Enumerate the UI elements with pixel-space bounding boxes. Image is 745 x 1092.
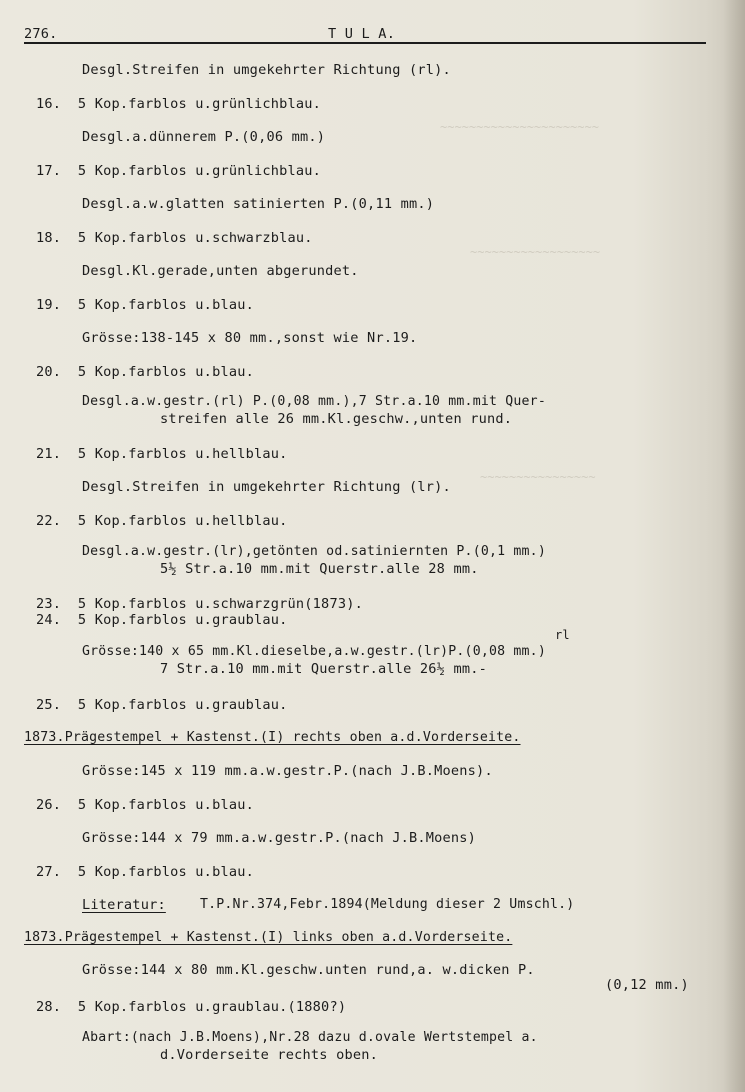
entry-line: 26. 5 Kop.farblos u.blau.: [36, 797, 254, 813]
text-line: streifen alle 26 mm.Kl.geschw.,unten rund.: [160, 411, 513, 427]
page-number: 276.: [24, 26, 58, 42]
text-line: Grösse:144 x 80 mm.Kl.geschw.unten rund,a. w.dicken P.: [82, 962, 535, 978]
page-title: T U L A.: [328, 26, 396, 42]
entry-line: 21. 5 Kop.farblos u.hellblau.: [36, 446, 288, 462]
text-line: Grösse:144 x 79 mm.a.w.gestr.P.(nach J.B.Moens): [82, 830, 477, 846]
header-rule: [24, 42, 706, 44]
section-heading: 1873.Prägestempel + Kastenst.(I) links oben a.d.Vorderseite.: [24, 930, 513, 945]
text-line: Desgl.a.dünnerem P.(0,06 mm.): [82, 129, 326, 145]
entry-line: 18. 5 Kop.farblos u.schwarzblau.: [36, 230, 313, 246]
text-line: 5½ Str.a.10 mm.mit Querstr.alle 28 mm.: [160, 561, 479, 577]
text-line: Desgl.Streifen in umgekehrter Richtung (lr).: [82, 479, 451, 495]
text-line: Grösse:145 x 119 mm.a.w.gestr.P.(nach J.B.Moens).: [82, 763, 493, 779]
entry-line: 22. 5 Kop.farblos u.hellblau.: [36, 513, 288, 529]
entry-line: 24. 5 Kop.farblos u.graublau.: [36, 612, 288, 628]
entry-line: 16. 5 Kop.farblos u.grünlichblau.: [36, 96, 322, 112]
text-line: Grösse:140 x 65 mm.Kl.dieselbe,a.w.gestr.(lr)P.(0,08 mm.): [82, 644, 546, 659]
entry-line: 23. 5 Kop.farblos u.schwarzgrün(1873).: [36, 596, 363, 612]
superscript-annotation: rl: [555, 628, 570, 642]
literature-label: Literatur:: [82, 897, 166, 913]
text-line: d.Vorderseite rechts oben.: [160, 1047, 378, 1063]
entry-line: 20. 5 Kop.farblos u.blau.: [36, 364, 254, 380]
section-heading: 1873.Prägestempel + Kastenst.(I) rechts oben a.d.Vorderseite.: [24, 730, 521, 745]
text-line: Desgl.a.w.glatten satinierten P.(0,11 mm.): [82, 196, 435, 212]
entry-line: 27. 5 Kop.farblos u.blau.: [36, 864, 254, 880]
text-line: 7 Str.a.10 mm.mit Querstr.alle 26½ mm.-: [160, 661, 487, 677]
entry-line: 19. 5 Kop.farblos u.blau.: [36, 297, 254, 313]
bleed-through-text: ~~~~~~~~~~~~~~~~~~~~~~: [440, 120, 599, 134]
text-line: Grösse:138-145 x 80 mm.,sonst wie Nr.19.: [82, 330, 418, 346]
text-line: Desgl.a.w.gestr.(rl) P.(0,08 mm.),7 Str.a.10 mm.mit Quer-: [82, 394, 546, 409]
text-line: Desgl.a.w.gestr.(lr),getönten od.satiniernten P.(0,1 mm.): [82, 544, 546, 559]
literature-reference: T.P.Nr.374,Febr.1894(Meldung dieser 2 Umschl.): [200, 897, 575, 912]
entry-line: 25. 5 Kop.farblos u.graublau.: [36, 697, 288, 713]
text-line: Desgl.Streifen in umgekehrter Richtung (rl).: [82, 62, 451, 78]
text-line: Desgl.Kl.gerade,unten abgerundet.: [82, 263, 359, 279]
page-edge-shadow: [723, 0, 745, 1092]
text-line: (0,12 mm.): [605, 977, 689, 993]
bleed-through-text: ~~~~~~~~~~~~~~~~~~: [470, 245, 601, 259]
entry-line: 28. 5 Kop.farblos u.graublau.(1880?): [36, 999, 347, 1015]
bleed-through-text: ~~~~~~~~~~~~~~~~: [480, 470, 596, 484]
text-line: Abart:(nach J.B.Moens),Nr.28 dazu d.ovale Wertstempel a.: [82, 1030, 538, 1045]
entry-line: 17. 5 Kop.farblos u.grünlichblau.: [36, 163, 322, 179]
